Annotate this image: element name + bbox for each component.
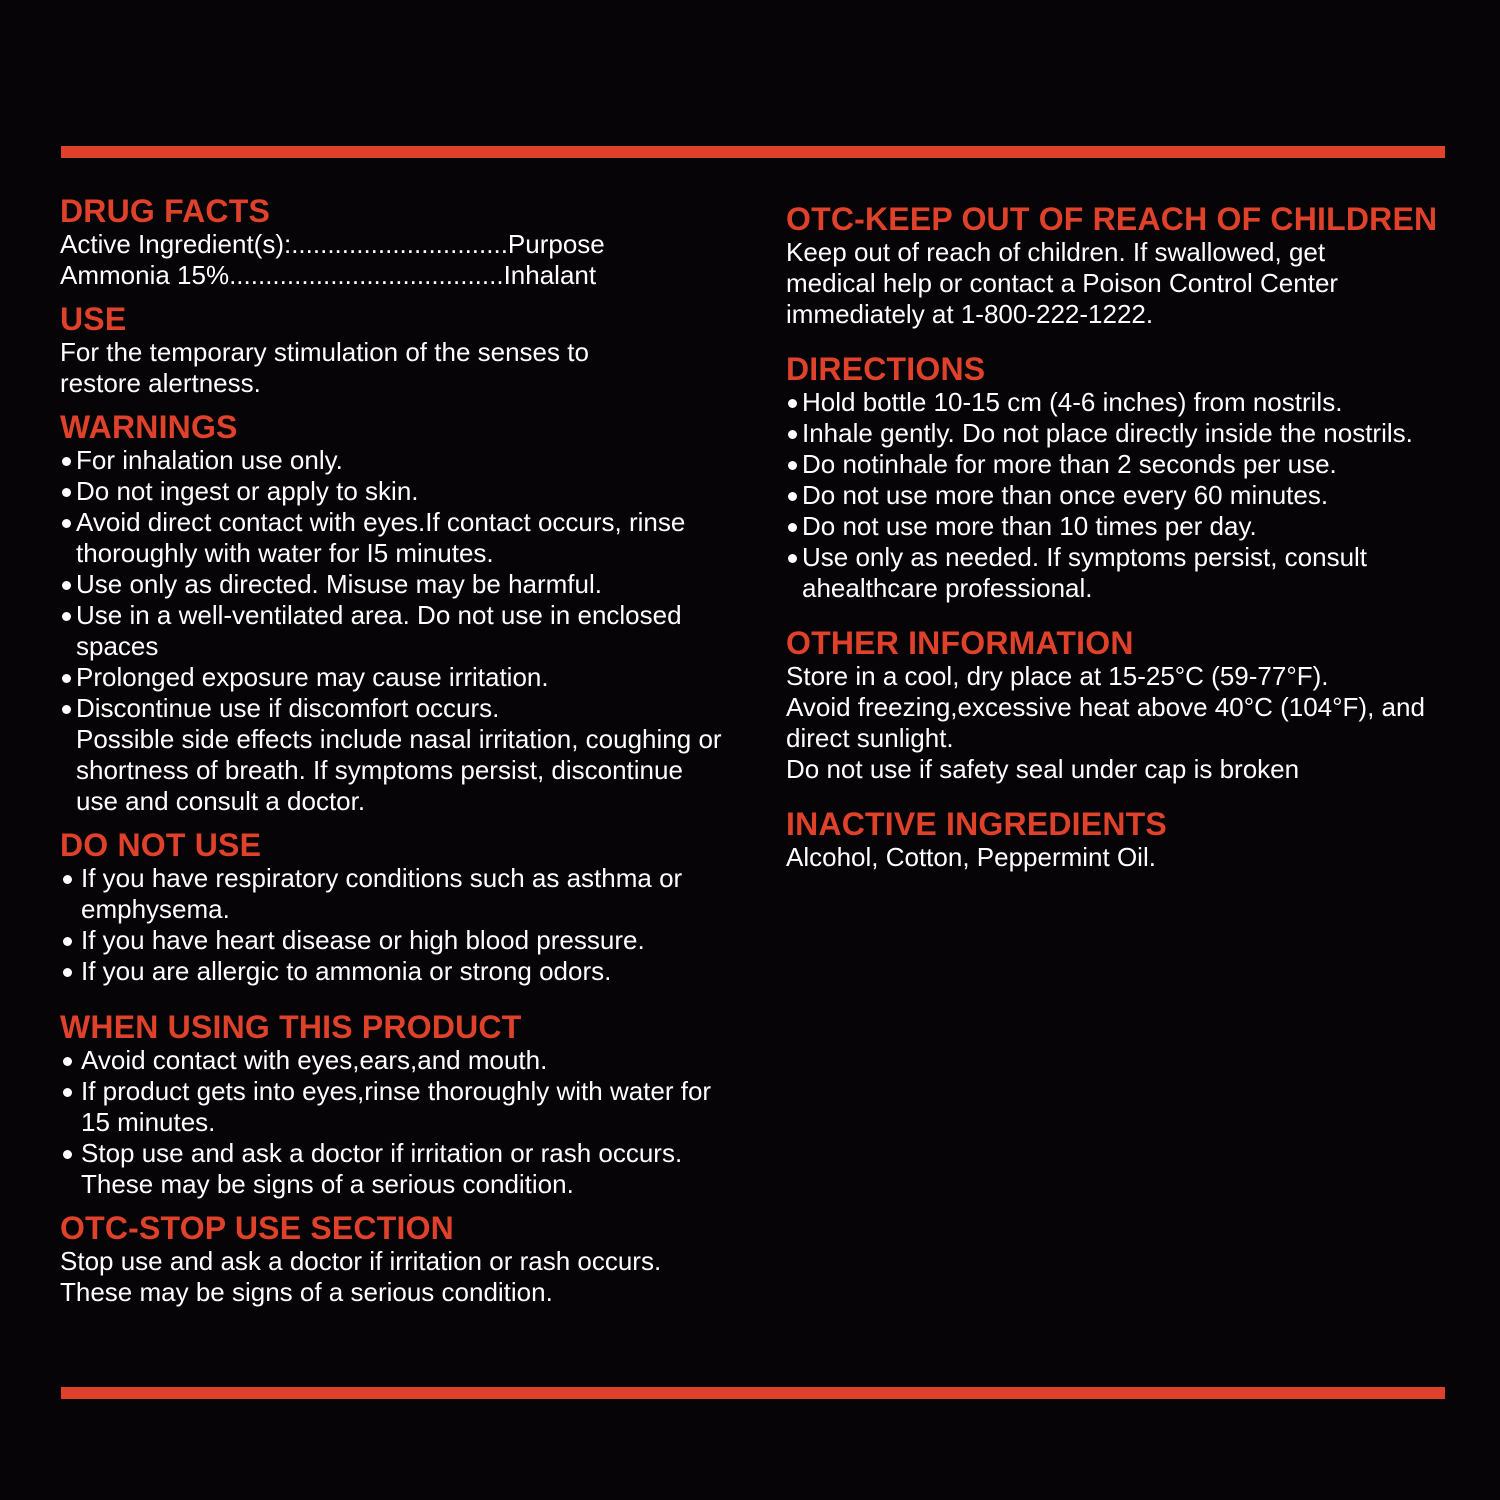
directions-heading: DIRECTIONS bbox=[786, 351, 986, 387]
drug-facts-section bbox=[60, 193, 740, 291]
list-item: Use in a well-ventilated area. Do not use in enclosed spaces bbox=[60, 600, 725, 662]
inactive-ingredients-heading: INACTIVE INGREDIENTS bbox=[786, 806, 1167, 842]
warnings-heading: WARNINGS bbox=[60, 409, 238, 445]
ingredient-row: Ammonia 15%......................................Inhalant bbox=[60, 260, 597, 290]
list-item: Use only as needed. If symptoms persist, consult ahealthcare professional. bbox=[786, 542, 1456, 604]
use-section bbox=[60, 301, 740, 399]
right-column bbox=[786, 201, 1466, 894]
safety-seal-line: Do not use if safety seal under cap is broken bbox=[786, 754, 1300, 784]
storage-line: Store in a cool, dry place at 15-25°C (59-77°F). bbox=[786, 661, 1329, 691]
stop-use-text: Stop use and ask a doctor if irritation or rash occurs. These may be signs of a serious condition. bbox=[60, 1246, 662, 1307]
list-item: If you have respiratory conditions such as asthma or emphysema. bbox=[60, 863, 725, 925]
directions-section bbox=[786, 351, 1466, 604]
use-text: For the temporary stimulation of the senses to restore alertness. bbox=[60, 337, 589, 398]
keep-out-section bbox=[786, 201, 1466, 330]
do-not-use-heading: DO NOT USE bbox=[60, 827, 262, 863]
list-item: If you are allergic to ammonia or strong odors. bbox=[60, 956, 725, 987]
inactive-ingredients-section bbox=[786, 806, 1466, 873]
when-using-list bbox=[60, 1045, 725, 1200]
inactive-ingredients-text: Alcohol, Cotton, Peppermint Oil. bbox=[786, 842, 1156, 872]
list-item: Do notinhale for more than 2 seconds per use. bbox=[786, 449, 1456, 480]
list-item: Use only as directed. Misuse may be harmful. bbox=[60, 569, 725, 600]
keep-out-text: Keep out of reach of children. If swallowed, get medical help or contact a Poison Control Center immediately at 1-800-222-1222. bbox=[786, 237, 1339, 329]
stop-use-section bbox=[60, 1210, 740, 1308]
warnings-section bbox=[60, 409, 740, 817]
list-item: Avoid contact with eyes,ears,and mouth. bbox=[60, 1045, 725, 1076]
list-item: Avoid direct contact with eyes.If contact occurs, rinse thoroughly with water for I5 minutes. bbox=[60, 507, 725, 569]
keep-out-heading: OTC-KEEP OUT OF REACH OF CHILDREN bbox=[786, 201, 1438, 237]
do-not-use-section bbox=[60, 827, 740, 987]
side-effects-text: Possible side effects include nasal irritation, coughing or shortness of breath. If symptoms persist, discontinue use and consult a doctor. bbox=[76, 724, 722, 816]
when-using-section bbox=[60, 1009, 740, 1200]
drug-facts-heading: DRUG FACTS bbox=[60, 193, 270, 229]
list-item: Do not use more than once every 60 minutes. bbox=[786, 480, 1456, 511]
do-not-use-list bbox=[60, 863, 725, 987]
list-item: Inhale gently. Do not place directly inside the nostrils. bbox=[786, 418, 1456, 449]
directions-list bbox=[786, 387, 1456, 604]
list-item: Discontinue use if discomfort occurs. bbox=[60, 693, 725, 724]
list-item: Do not use more than 10 times per day. bbox=[786, 511, 1456, 542]
list-item: For inhalation use only. bbox=[60, 445, 725, 476]
list-item: Do not ingest or apply to skin. bbox=[60, 476, 725, 507]
when-using-heading: WHEN USING THIS PRODUCT bbox=[60, 1009, 522, 1045]
stop-use-heading: OTC-STOP USE SECTION bbox=[60, 1210, 454, 1246]
list-item: Stop use and ask a doctor if irritation or rash occurs. These may be signs of a serious condition. bbox=[60, 1138, 725, 1200]
ingredient-header-row: Active Ingredient(s):..............................Purpose bbox=[60, 229, 605, 259]
avoid-heat-line: Avoid freezing,excessive heat above 40°C (104°F), and direct sunlight. bbox=[786, 692, 1425, 753]
other-info-heading: OTHER INFORMATION bbox=[786, 625, 1134, 661]
list-item: If product gets into eyes,rinse thoroughly with water for 15 minutes. bbox=[60, 1076, 725, 1138]
list-item: If you have heart disease or high blood pressure. bbox=[60, 925, 725, 956]
left-column bbox=[60, 193, 740, 1318]
other-info-section bbox=[786, 625, 1466, 785]
bottom-divider bbox=[61, 1387, 1445, 1399]
use-heading: USE bbox=[60, 301, 127, 337]
top-divider bbox=[61, 146, 1445, 158]
list-item: Prolonged exposure may cause irritation. bbox=[60, 662, 725, 693]
warnings-list bbox=[60, 445, 725, 724]
list-item: Hold bottle 10-15 cm (4-6 inches) from nostrils. bbox=[786, 387, 1456, 418]
